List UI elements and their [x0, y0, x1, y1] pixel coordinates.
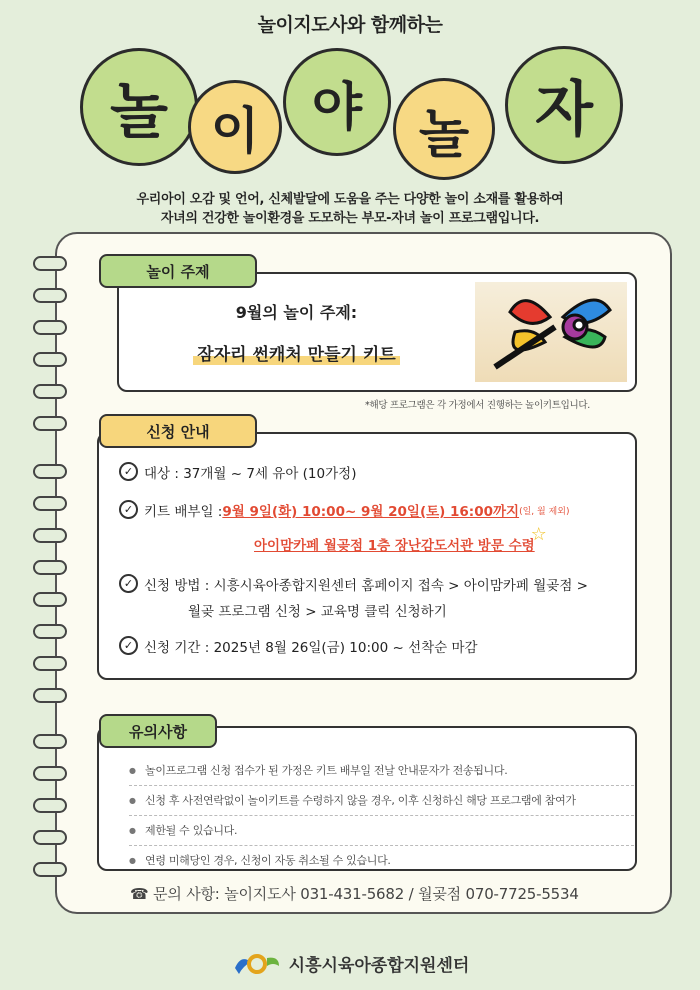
- kit-place-row: [254, 524, 547, 554]
- apply-kit-row: [119, 500, 569, 520]
- apply-period: 신청 기간 : 2025년 8월 26일(금) 10:00 ~ 선착순 마감: [144, 640, 478, 656]
- theme-box: [117, 272, 637, 392]
- check-icon: ✓: [119, 574, 138, 593]
- title-char-3: 야: [283, 48, 391, 156]
- ring: [33, 734, 67, 749]
- title-char-4: 놀: [393, 78, 495, 180]
- check-icon: ✓: [119, 500, 138, 519]
- kit-label: 키트 배부일 :: [144, 504, 223, 520]
- ring: [33, 624, 67, 639]
- theme-heading: 9월의 놀이 주제:: [235, 303, 358, 322]
- ring: [33, 416, 67, 431]
- caution-item: ● 신청 후 사전연락없이 놀이키트를 수령하지 않을 경우, 이후 신청하신 해당 프로그램에 참여가: [129, 786, 634, 816]
- apply-box: [97, 432, 637, 680]
- method-line-2: 월곶 프로그램 신청 > 교육명 클릭 신청하기: [188, 604, 447, 620]
- apply-tag: 신청 안내: [99, 414, 257, 448]
- ring: [33, 496, 67, 511]
- title-char-5: 자: [505, 46, 623, 164]
- footer: [0, 950, 700, 976]
- title-circles: [0, 38, 700, 178]
- ring: [33, 798, 67, 813]
- theme-title: 잠자리 썬캐처 만들기 키트: [119, 340, 474, 365]
- poster-subtitle: 놀이지도사와 함께하는: [257, 14, 443, 36]
- star-icon: ☆: [530, 524, 547, 545]
- contact-info: ☎ 문의 사항: 놀이지도사 031-431-5682 / 월곶점 070-7725-5534: [130, 885, 579, 903]
- ring: [33, 862, 67, 877]
- check-icon: ✓: [119, 462, 138, 481]
- ring: [33, 352, 67, 367]
- kit-exclusion: (일, 월 제외): [519, 507, 570, 517]
- ring: [33, 464, 67, 479]
- org-logo-icon: [231, 950, 283, 976]
- ring: [33, 592, 67, 607]
- check-icon: ✓: [119, 636, 138, 655]
- org-name: 시흥시육아종합지원센터: [288, 955, 470, 976]
- ring: [33, 656, 67, 671]
- ring: [33, 766, 67, 781]
- caution-tag: 유의사항: [99, 714, 217, 748]
- kit-dates: 9월 9일(화) 10:00~ 9월 20일(토) 16:00까지: [222, 504, 520, 520]
- ring: [33, 288, 67, 303]
- dragonfly-image: [475, 282, 627, 382]
- ring: [33, 528, 67, 543]
- title-char-1: 놀: [80, 48, 198, 166]
- theme-note: *해당 프로그램은 각 가정에서 진행하는 놀이키트입니다.: [365, 400, 590, 411]
- dragonfly-icon: [475, 282, 627, 382]
- title-char-2: 이: [188, 80, 282, 174]
- apply-period-row: [119, 636, 478, 656]
- kit-place: 아이맘카페 월곶점 1층 장난감도서관 방문 수령: [254, 538, 535, 554]
- intro-text: [0, 190, 700, 228]
- caution-item: ● 연령 미해당인 경우, 신청이 자동 취소될 수 있습니다.: [129, 846, 634, 875]
- theme-tag: 놀이 주제: [99, 254, 257, 288]
- ring: [33, 320, 67, 335]
- caution-item-cont: ● 제한될 수 있습니다.: [129, 816, 634, 846]
- ring: [33, 384, 67, 399]
- notebook-panel: [55, 232, 672, 914]
- apply-method-row: [119, 574, 588, 620]
- method-line-1: 신청 방법 : 시흥시육아종합지원센터 홈페이지 접속 > 아이맘카페 월곶점 >: [144, 578, 588, 594]
- caution-list: [129, 756, 634, 875]
- ring: [33, 830, 67, 845]
- apply-target-row: [119, 462, 356, 482]
- apply-target: 대상 : 37개월 ~ 7세 유아 (10가정): [144, 466, 357, 482]
- ring: [33, 560, 67, 575]
- caution-item: ● 놀이프로그램 신청 접수가 된 가정은 키트 배부일 전날 안내문자가 전송됩니다.: [129, 756, 634, 786]
- ring: [33, 256, 67, 271]
- ring: [33, 688, 67, 703]
- intro-line-1: 우리아이 오감 및 언어, 신체발달에 도움을 주는 다양한 놀이 소재를 활용하여: [136, 192, 564, 207]
- intro-line-2: 자녀의 건강한 놀이환경을 도모하는 부모-자녀 놀이 프로그램입니다.: [160, 211, 540, 226]
